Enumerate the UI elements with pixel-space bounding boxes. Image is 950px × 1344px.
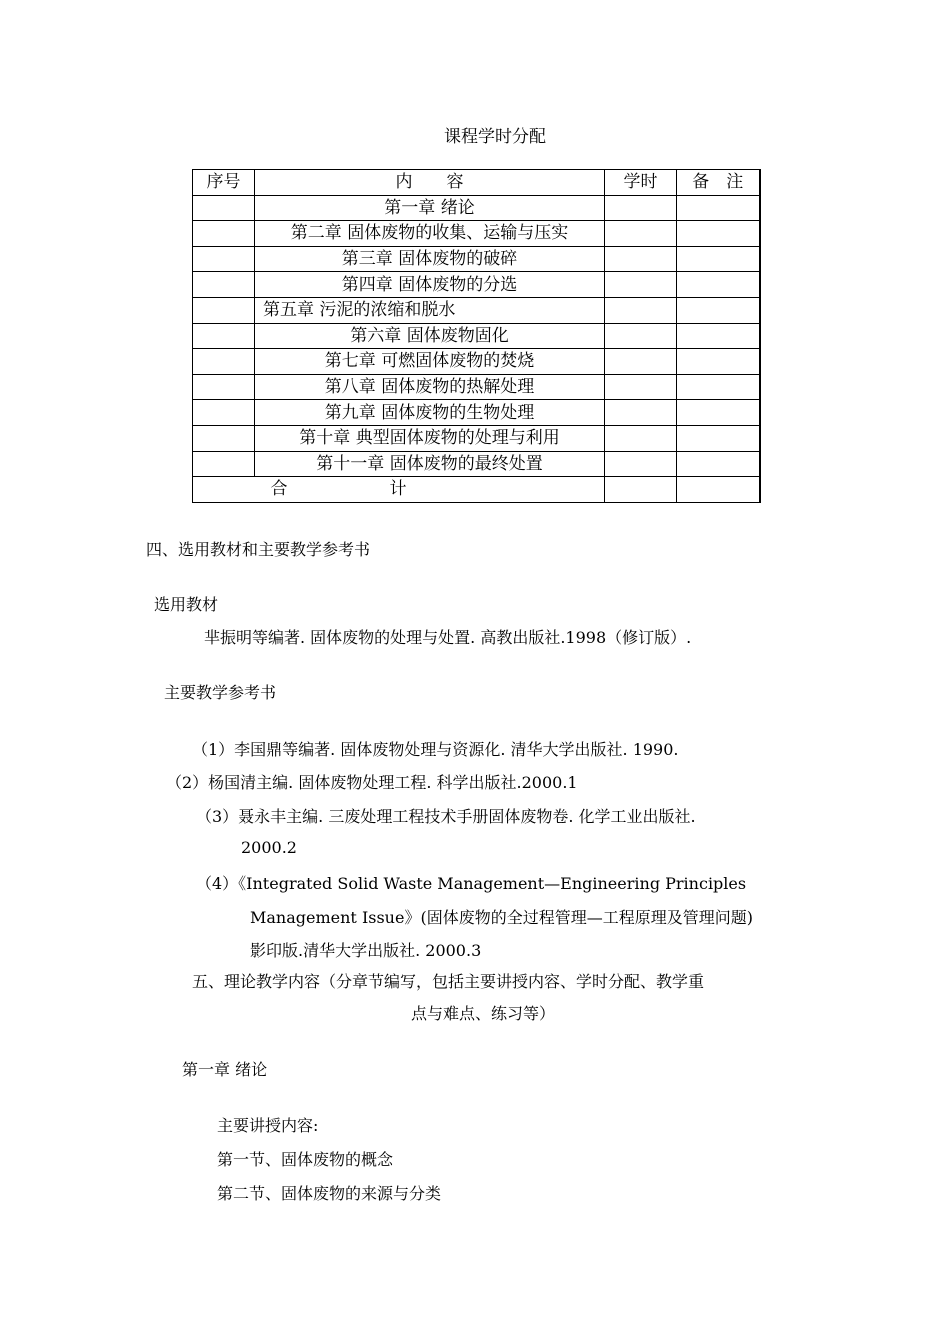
row-note [677,221,760,247]
table-row [193,400,760,426]
main-content-label: 主要讲授内容: [217,1116,319,1135]
row-note [677,246,760,272]
table-row [193,425,760,451]
header-content: 内 容 [255,170,605,196]
row-seq [193,246,255,272]
row-seq [193,195,255,221]
row-hours [605,425,677,451]
row-seq [193,349,255,375]
section5-heading-line2: 点与难点、练习等） [411,1004,556,1023]
row-content: 第四章 固体废物的分选 [255,272,605,298]
row-hours [605,246,677,272]
row-hours [605,195,677,221]
row-content: 第八章 固体废物的热解处理 [255,374,605,400]
table-row [193,272,760,298]
row-content: 第一章 绪论 [255,195,605,221]
row-seq [193,272,255,298]
row-note [677,323,760,349]
row-note [677,400,760,426]
table-row [193,246,760,272]
row-seq [193,451,255,477]
row-seq [193,400,255,426]
reference-4-line2: Management Issue》(固体废物的全过程管理—工程原理及管理问题) [250,908,753,927]
row-note [677,297,760,323]
reference-2: （2）杨国清主编. 固体废物处理工程. 科学出版社.2000.1 [166,773,578,792]
row-seq [193,297,255,323]
row-content: 第九章 固体废物的生物处理 [255,400,605,426]
header-note: 备 注 [677,170,760,196]
reference-1: （1）李国鼎等编著. 固体废物处理与资源化. 清华大学出版社. 1990. [192,740,679,759]
textbook-entry: 芈振明等编著. 固体废物的处理与处置. 高教出版社.1998（修订版）. [204,628,692,647]
row-content: 第二章 固体废物的收集、运输与压实 [255,221,605,247]
table-row [193,195,760,221]
reference-4-line3: 影印版.清华大学出版社. 2000.3 [250,941,482,960]
table-total-row [193,477,760,503]
row-content: 第三章 固体废物的破碎 [255,246,605,272]
row-hours [605,323,677,349]
total-hours [605,477,677,503]
row-content: 第五章 污泥的浓缩和脱水 [255,297,605,323]
row-content: 第十一章 固体废物的最终处置 [255,451,605,477]
row-hours [605,374,677,400]
table-header-row [193,170,760,196]
reference-3-line2: 2000.2 [241,838,297,857]
table-row [193,374,760,400]
table-row [193,297,760,323]
row-note [677,272,760,298]
total-label: 合 计 [193,477,605,503]
row-content: 第七章 可燃固体废物的焚烧 [255,349,605,375]
total-note [677,477,760,503]
table-row [193,349,760,375]
row-note [677,374,760,400]
row-note [677,451,760,477]
row-seq [193,323,255,349]
chapter-title: 第一章 绪论 [182,1060,268,1079]
row-hours [605,272,677,298]
row-hours [605,297,677,323]
row-seq [193,221,255,247]
row-hours [605,349,677,375]
row-hours [605,400,677,426]
row-hours [605,451,677,477]
page-title: 课程学时分配 [444,127,546,147]
row-seq [193,425,255,451]
reference-4-line1: （4）《Integrated Solid Waste Management—Engineering Principles [196,874,747,893]
row-note [677,425,760,451]
row-hours [605,221,677,247]
row-note [677,349,760,375]
table-row [193,323,760,349]
table-row [193,221,760,247]
row-seq [193,374,255,400]
header-hours: 学时 [605,170,677,196]
reference-3-line1: （3）聂永丰主编. 三废处理工程技术手册固体废物卷. 化学工业出版社. [196,807,696,826]
refs-heading: 主要教学参考书 [164,683,277,702]
section5-heading-line1: 五、理论教学内容（分章节编写，包括主要讲授内容、学时分配、教学重 [192,972,705,991]
section-item-2: 第二节、固体废物的来源与分类 [217,1184,442,1203]
section4-heading: 四、选用教材和主要教学参考书 [146,540,371,559]
row-content: 第十章 典型固体废物的处理与利用 [255,425,605,451]
row-note [677,195,760,221]
header-seq: 序号 [193,170,255,196]
course-hours-table [192,169,761,503]
row-content: 第六章 固体废物固化 [255,323,605,349]
table-row [193,451,760,477]
section-item-1: 第一节、固体废物的概念 [217,1150,394,1169]
textbook-heading: 选用教材 [154,595,219,614]
